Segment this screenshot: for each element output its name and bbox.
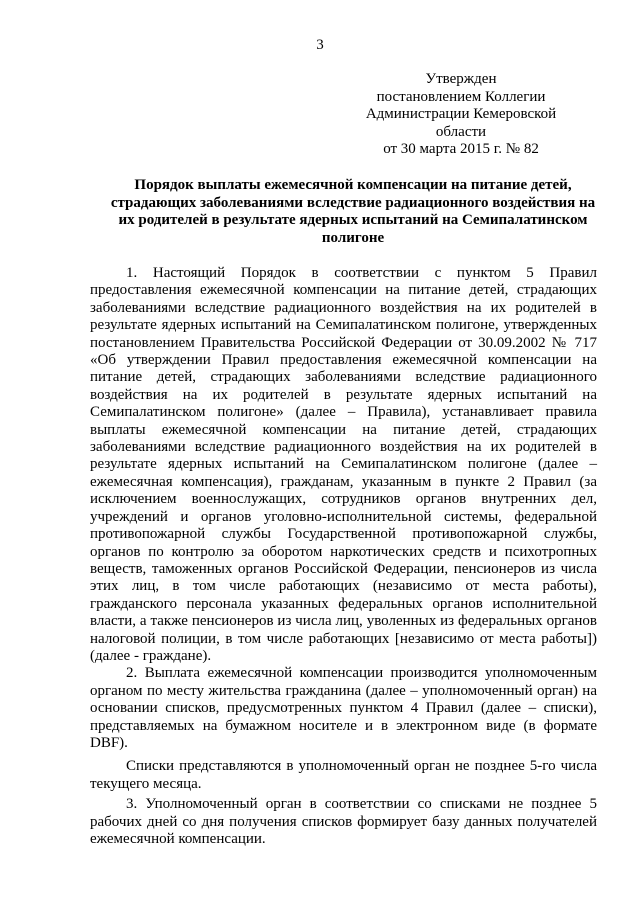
document-body [90, 265, 597, 848]
paragraph-1: 1. Настоящий Порядок в соответствии с пунктом 5 Правил предоставления ежемесячной компенсации на питание детей, страдающих заболеваниями вследствие радиационного воздействия на их родителей в результате ядерных испытаний на Семипалатинском полигоне, утвержденных постановлением Правительства Российской Федерации от 30.09.2002 № 717 «Об утверждении Правил предоставления ежемесячной компенсации на питание детей, страдающих заболеваниями вследствие радиационного воздействия на их родителей в результате ядерных испытаний на Семипалатинском полигоне» (далее – Правила), устанавливает правила выплаты ежемесячной компенсации на питание детей, страдающих заболеваниями вследствие радиационного воздействия на их родителей в результате ядерных испытаний на Семипалатинском полигоне (далее – ежемесячная компенсация), гражданам, указанным в пункте 2 Правил (за исключением военнослужащих, сотрудников органов внутренних дел, учреждений и органов уголовно-исполнительной системы, федеральной противопожарной службы Государственной противопожарной службы, органов по контролю за оборотом наркотических средств и психотропных веществ, таможенных органов Российской Федерации, пенсионеров из числа этих лиц, в том числе работающих (независимо от места работы), гражданского персонала указанных федеральных органов исполнительной власти, а также пенсионеров из числа лиц, уволенных из федеральных органов налоговой полиции, в том числе работающих [независимо от места работы]) (далее - граждане). [90, 265, 597, 664]
document-title: Порядок выплаты ежемесячной компенсации на питание детей, страдающих заболеваниями вследствие радиационного воздействия на их родителей в результате ядерных испытаний на Семипалатинском полигоне [110, 177, 596, 246]
approval-line: постановлением Коллегии [376, 88, 546, 105]
approval-line: Утвержден [425, 71, 497, 87]
page-number: 3 [316, 37, 324, 53]
approval-line: Администрации Кемеровской области [365, 106, 557, 140]
paragraph-3: Списки представляются в уполномоченный орган не позднее 5-го числа текущего месяца. [90, 758, 597, 792]
approval-stamp [340, 71, 582, 159]
approval-line: от 30 марта 2015 г. № 82 [383, 141, 539, 157]
paragraph-4: 3. Уполномоченный орган в соответствии со списками не позднее 5 рабочих дней со дня получения списков формирует базу данных получателей ежемесячной компенсации. [90, 796, 597, 847]
paragraph-2: 2. Выплата ежемесячной компенсации производится уполномоченным органом по месту жительства гражданина (далее – уполномоченный орган) на основании списков, предусмотренных пунктом 4 Правил (далее – списки), представляемых на бумажном носителе и в электронном виде (в формате DBF). [90, 665, 597, 751]
